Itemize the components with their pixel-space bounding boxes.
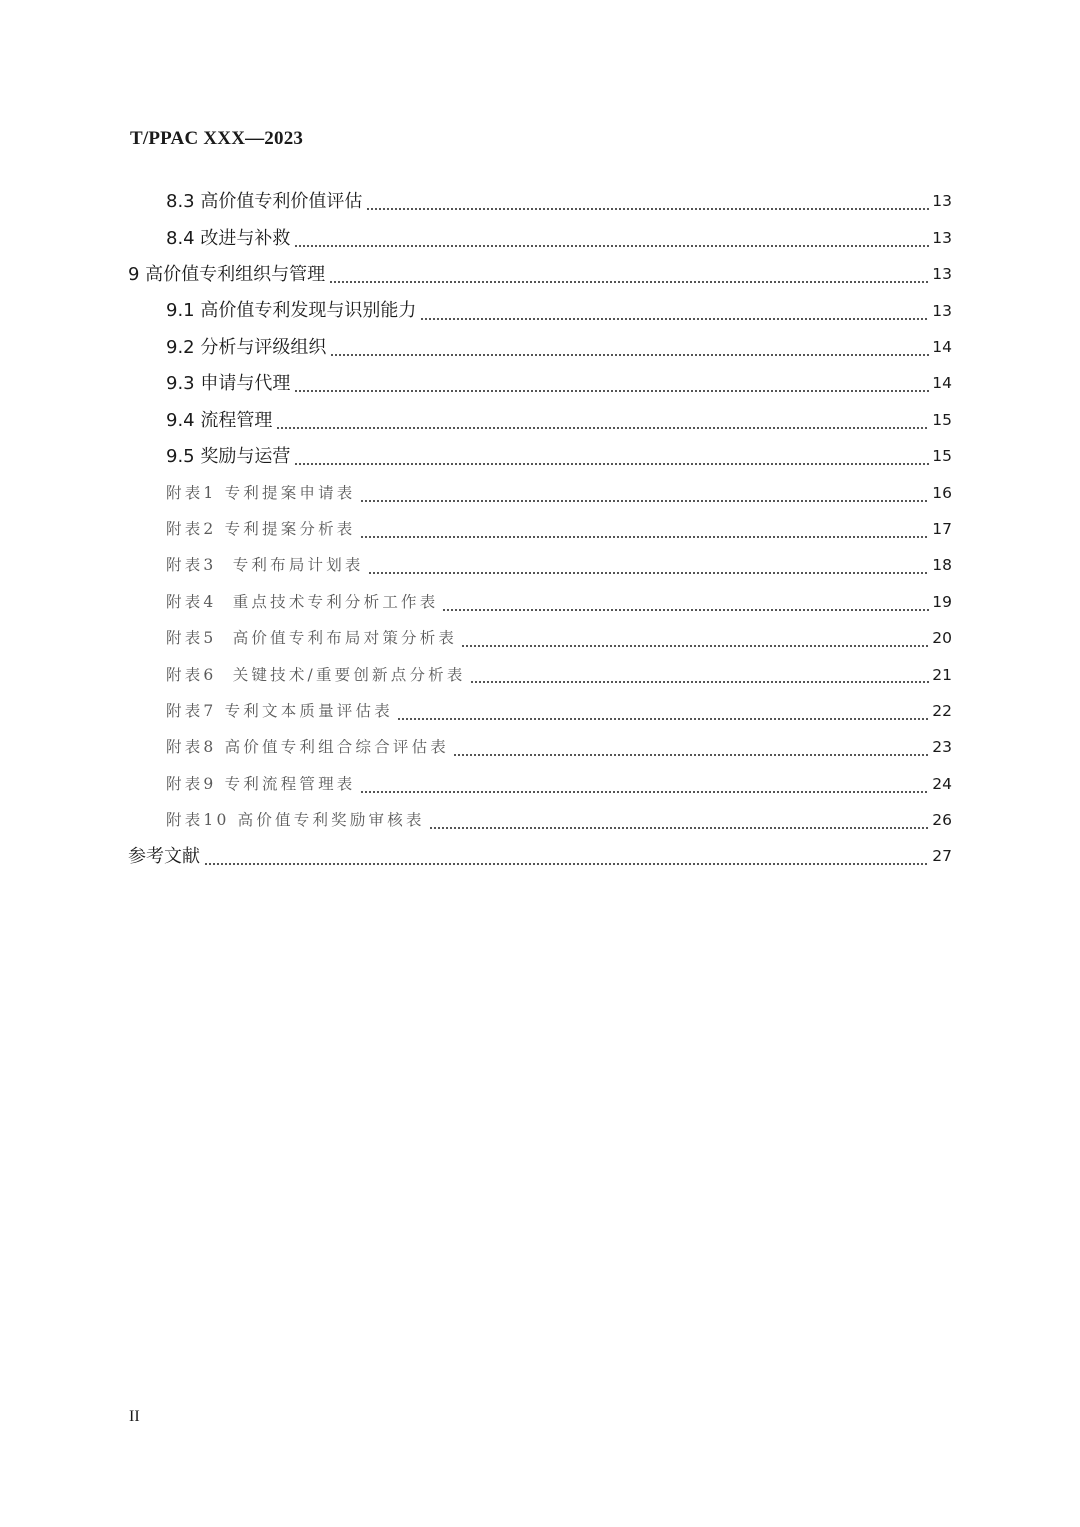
toc-entry-page-number: 27 <box>932 847 952 866</box>
toc-entry-page-number: 19 <box>932 592 952 611</box>
toc-dot-leader <box>366 208 929 210</box>
toc-entry-page-number: 14 <box>932 374 952 393</box>
toc-entry-title: 附表1 专利提案申请表 <box>166 483 356 502</box>
toc-entry[interactable] <box>0 766 1080 802</box>
toc-entry-page-number: 22 <box>932 701 952 720</box>
toc-entry[interactable] <box>0 730 1080 766</box>
toc-entry-title: 9 高价值专利组织与管理 <box>128 263 326 285</box>
toc-entry-title: 9.4 流程管理 <box>166 409 273 431</box>
toc-entry[interactable] <box>0 621 1080 657</box>
toc-entry-page-number: 13 <box>932 192 952 211</box>
toc-entry[interactable] <box>0 803 1080 839</box>
toc-dot-leader <box>442 609 929 611</box>
toc-entry-page-number: 26 <box>932 811 952 830</box>
toc-entry-title: 附表3 专利布局计划表 <box>166 556 364 575</box>
toc-entry[interactable] <box>0 220 1080 256</box>
toc-entry[interactable] <box>0 257 1080 293</box>
toc-entry[interactable] <box>0 839 1080 875</box>
toc-entry[interactable] <box>0 330 1080 366</box>
toc-dot-leader <box>368 572 930 574</box>
toc-entry-title: 附表5 高价值专利布局对策分析表 <box>166 629 458 648</box>
toc-entry-title: 9.5 奖励与运营 <box>166 445 291 467</box>
toc-dot-leader <box>360 500 930 502</box>
toc-dot-leader <box>294 463 929 465</box>
toc-entry-title: 附表4 重点技术专利分析工作表 <box>166 592 439 611</box>
toc-entry-title: 参考文献 <box>128 846 200 868</box>
toc-dot-leader <box>329 281 929 283</box>
toc-entry-title: 8.4 改进与补救 <box>166 227 291 249</box>
toc-entry[interactable] <box>0 293 1080 329</box>
toc-dot-leader <box>360 536 930 538</box>
toc-entry[interactable] <box>0 584 1080 620</box>
toc-dot-leader <box>429 827 930 829</box>
toc-entry-page-number: 21 <box>932 665 952 684</box>
table-of-contents <box>0 184 1080 875</box>
toc-entry-page-number: 17 <box>932 519 952 538</box>
toc-dot-leader <box>360 791 930 793</box>
toc-entry-page-number: 14 <box>932 338 952 356</box>
toc-dot-leader <box>453 754 929 756</box>
toc-entry-title: 附表7 专利文本质量评估表 <box>166 701 393 720</box>
toc-entry-page-number: 13 <box>932 301 952 320</box>
toc-entry-page-number: 24 <box>932 774 952 793</box>
toc-dot-leader <box>420 318 929 320</box>
toc-entry-title: 9.2 分析与评级组织 <box>166 336 327 358</box>
toc-entry-page-number: 20 <box>932 629 952 648</box>
toc-dot-leader <box>276 427 929 429</box>
toc-entry-page-number: 18 <box>932 556 952 575</box>
toc-dot-leader <box>294 390 929 392</box>
toc-dot-leader <box>330 354 929 356</box>
toc-entry[interactable] <box>0 366 1080 402</box>
toc-entry-title: 附表6 关键技术/重要创新点分析表 <box>166 665 466 684</box>
toc-entry[interactable] <box>0 439 1080 475</box>
toc-entry[interactable] <box>0 184 1080 220</box>
page-number: II <box>129 1408 140 1425</box>
toc-entry-title: 8.3 高价值专利价值评估 <box>166 191 363 213</box>
toc-entry-page-number: 23 <box>932 738 952 757</box>
toc-entry-title: 附表9 专利流程管理表 <box>166 774 356 793</box>
toc-entry-page-number: 13 <box>932 265 952 284</box>
toc-entry-title: 附表8 高价值专利组合综合评估表 <box>166 738 449 757</box>
toc-entry[interactable] <box>0 402 1080 438</box>
toc-entry-page-number: 15 <box>932 410 952 429</box>
toc-entry-title: 9.1 高价值专利发现与识别能力 <box>166 300 417 322</box>
toc-entry-title: 附表2 专利提案分析表 <box>166 519 356 538</box>
toc-entry[interactable] <box>0 657 1080 693</box>
toc-entry[interactable] <box>0 693 1080 729</box>
toc-entry-title: 9.3 申请与代理 <box>166 373 291 395</box>
toc-entry-title: 附表10 高价值专利奖励审核表 <box>166 811 425 830</box>
toc-entry[interactable] <box>0 475 1080 511</box>
toc-entry-page-number: 15 <box>932 447 952 466</box>
document-code-header: T/PPAC XXX—2023 <box>130 128 304 149</box>
toc-entry[interactable] <box>0 512 1080 548</box>
toc-dot-leader <box>461 645 929 647</box>
toc-dot-leader <box>294 245 929 247</box>
toc-entry-page-number: 16 <box>932 483 952 502</box>
toc-dot-leader <box>470 681 930 683</box>
toc-dot-leader <box>204 863 929 865</box>
toc-dot-leader <box>397 718 929 720</box>
toc-entry-page-number: 13 <box>932 228 952 247</box>
toc-entry[interactable] <box>0 548 1080 584</box>
